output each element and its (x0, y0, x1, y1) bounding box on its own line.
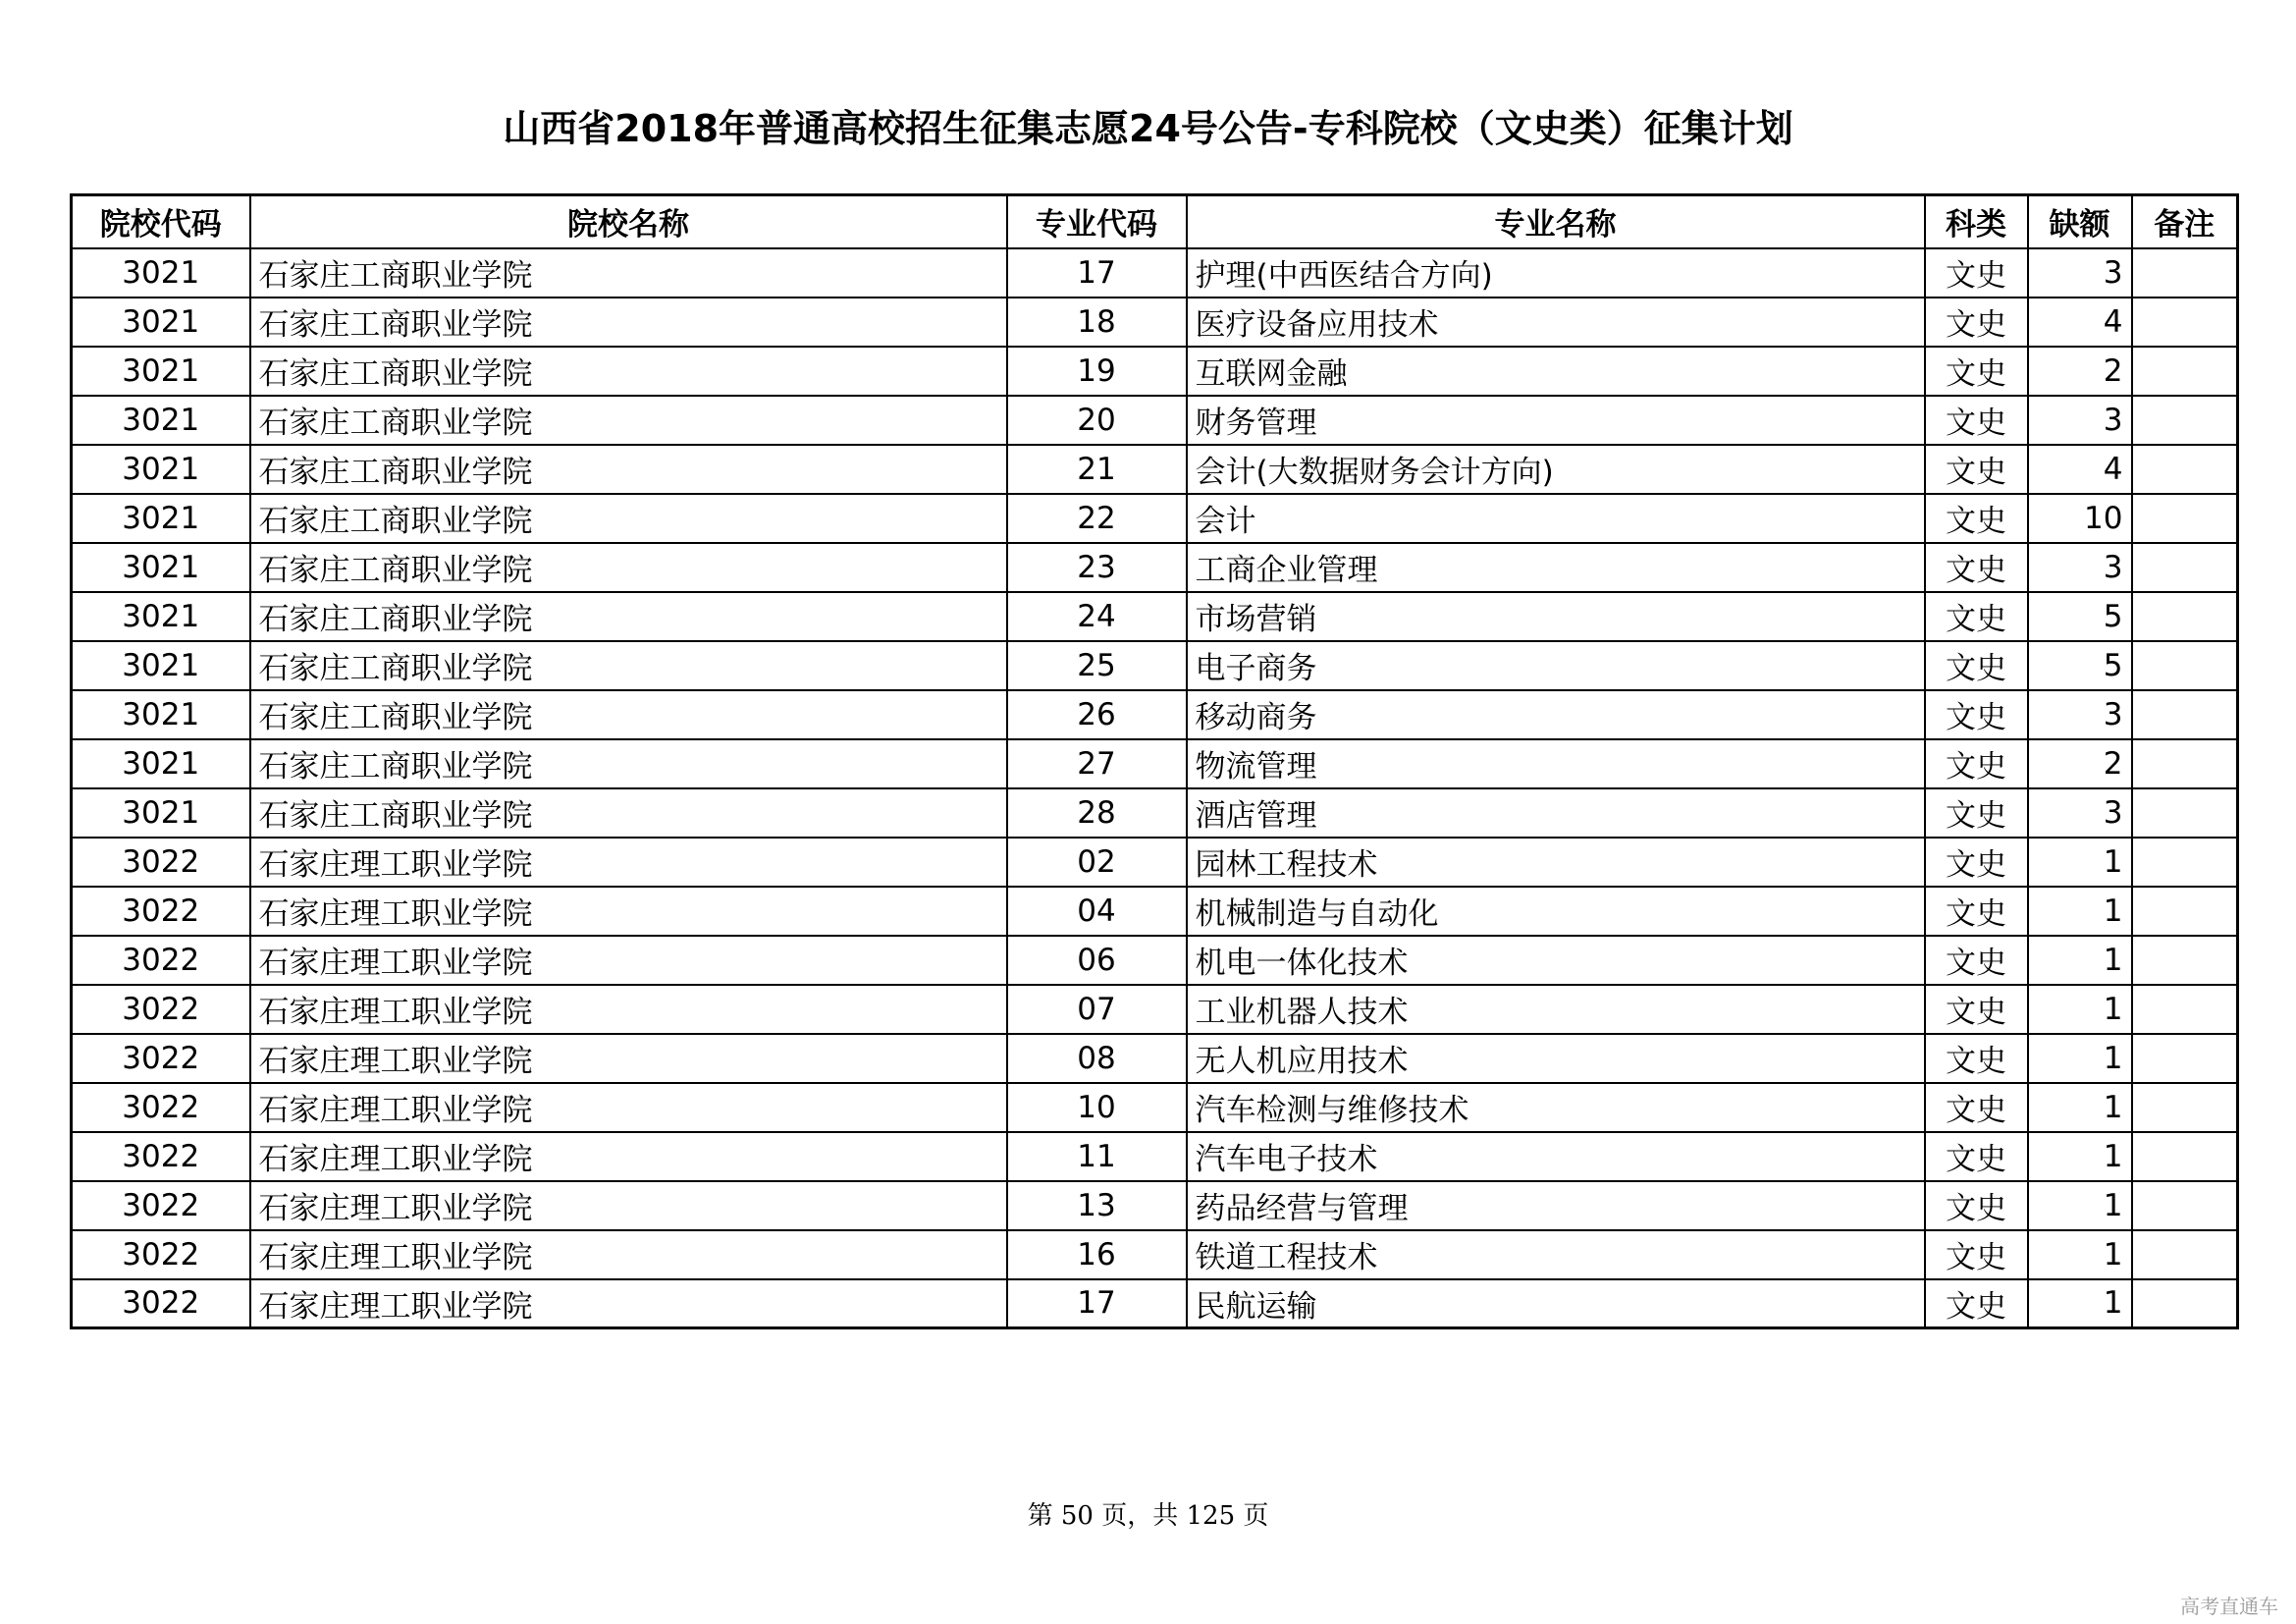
table-row (72, 494, 2238, 543)
cell-quota: 4 (2028, 445, 2132, 494)
cell-major-code: 28 (1007, 788, 1187, 838)
cell-school-name: 石家庄理工职业学院 (250, 887, 1007, 936)
cell-school-code: 3022 (72, 1083, 250, 1132)
cell-note (2132, 298, 2238, 347)
cell-school-code: 3021 (72, 690, 250, 739)
cell-quota: 1 (2028, 1279, 2132, 1328)
page-number: 第 50 页，共 125 页 (1027, 1501, 1269, 1531)
cell-category: 文史 (1925, 1132, 2028, 1181)
cell-note (2132, 690, 2238, 739)
cell-school-code: 3021 (72, 641, 250, 690)
cell-note (2132, 1279, 2238, 1328)
table-row (72, 298, 2238, 347)
cell-school-name: 石家庄理工职业学院 (250, 838, 1007, 887)
header-major-name: 专业名称 (1187, 195, 1925, 248)
table-row (72, 641, 2238, 690)
cell-note (2132, 739, 2238, 788)
cell-major-code: 24 (1007, 592, 1187, 641)
table-row (72, 985, 2238, 1034)
cell-major-name: 医疗设备应用技术 (1187, 298, 1925, 347)
cell-school-code: 3022 (72, 1279, 250, 1328)
cell-major-name: 财务管理 (1187, 396, 1925, 445)
cell-quota: 1 (2028, 1034, 2132, 1083)
cell-quota: 3 (2028, 396, 2132, 445)
cell-school-name: 石家庄理工职业学院 (250, 936, 1007, 985)
cell-major-name: 药品经营与管理 (1187, 1181, 1925, 1230)
cell-major-code: 13 (1007, 1181, 1187, 1230)
cell-note (2132, 1181, 2238, 1230)
table-row (72, 347, 2238, 396)
cell-category: 文史 (1925, 788, 2028, 838)
cell-quota: 1 (2028, 1132, 2132, 1181)
cell-school-code: 3021 (72, 494, 250, 543)
cell-school-name: 石家庄理工职业学院 (250, 1132, 1007, 1181)
cell-category: 文史 (1925, 985, 2028, 1034)
cell-quota: 1 (2028, 887, 2132, 936)
cell-note (2132, 494, 2238, 543)
cell-major-name: 物流管理 (1187, 739, 1925, 788)
cell-note (2132, 641, 2238, 690)
cell-note (2132, 1132, 2238, 1181)
cell-school-name: 石家庄工商职业学院 (250, 690, 1007, 739)
cell-school-name: 石家庄工商职业学院 (250, 543, 1007, 592)
cell-note (2132, 248, 2238, 298)
cell-note (2132, 788, 2238, 838)
cell-note (2132, 396, 2238, 445)
cell-quota: 5 (2028, 592, 2132, 641)
cell-school-name: 石家庄工商职业学院 (250, 494, 1007, 543)
table-row (72, 1230, 2238, 1279)
cell-note (2132, 887, 2238, 936)
cell-category: 文史 (1925, 1034, 2028, 1083)
table-row (72, 1279, 2238, 1328)
cell-major-code: 26 (1007, 690, 1187, 739)
cell-major-code: 17 (1007, 1279, 1187, 1328)
cell-school-code: 3021 (72, 396, 250, 445)
cell-category: 文史 (1925, 690, 2028, 739)
table-row (72, 739, 2238, 788)
cell-school-name: 石家庄工商职业学院 (250, 445, 1007, 494)
cell-school-name: 石家庄工商职业学院 (250, 347, 1007, 396)
cell-category: 文史 (1925, 1181, 2028, 1230)
cell-school-name: 石家庄理工职业学院 (250, 1279, 1007, 1328)
cell-major-name: 会计(大数据财务会计方向) (1187, 445, 1925, 494)
cell-school-name: 石家庄工商职业学院 (250, 739, 1007, 788)
header-category: 科类 (1925, 195, 2028, 248)
header-note: 备注 (2132, 195, 2238, 248)
cell-major-name: 铁道工程技术 (1187, 1230, 1925, 1279)
cell-major-code: 16 (1007, 1230, 1187, 1279)
cell-major-name: 园林工程技术 (1187, 838, 1925, 887)
cell-school-code: 3022 (72, 838, 250, 887)
cell-school-code: 3022 (72, 1181, 250, 1230)
cell-school-code: 3021 (72, 445, 250, 494)
cell-category: 文史 (1925, 641, 2028, 690)
cell-note (2132, 1230, 2238, 1279)
cell-school-code: 3022 (72, 887, 250, 936)
header-school-code: 院校代码 (72, 195, 250, 248)
cell-quota: 3 (2028, 543, 2132, 592)
cell-major-code: 07 (1007, 985, 1187, 1034)
cell-major-code: 08 (1007, 1034, 1187, 1083)
cell-category: 文史 (1925, 1083, 2028, 1132)
cell-category: 文史 (1925, 396, 2028, 445)
watermark-text: 高考直通车 (2180, 1595, 2278, 1618)
cell-note (2132, 985, 2238, 1034)
cell-school-code: 3022 (72, 985, 250, 1034)
cell-major-name: 汽车检测与维修技术 (1187, 1083, 1925, 1132)
cell-major-code: 18 (1007, 298, 1187, 347)
cell-note (2132, 592, 2238, 641)
cell-school-name: 石家庄理工职业学院 (250, 1083, 1007, 1132)
cell-school-name: 石家庄理工职业学院 (250, 1230, 1007, 1279)
cell-category: 文史 (1925, 887, 2028, 936)
table-row (72, 445, 2238, 494)
cell-school-name: 石家庄工商职业学院 (250, 248, 1007, 298)
cell-category: 文史 (1925, 445, 2028, 494)
cell-major-name: 汽车电子技术 (1187, 1132, 1925, 1181)
cell-major-code: 06 (1007, 936, 1187, 985)
cell-quota: 3 (2028, 690, 2132, 739)
cell-major-code: 19 (1007, 347, 1187, 396)
table-row (72, 1132, 2238, 1181)
table-row (72, 248, 2238, 298)
cell-quota: 3 (2028, 248, 2132, 298)
table-row (72, 936, 2238, 985)
table-row (72, 396, 2238, 445)
table-header-row (72, 195, 2238, 248)
cell-quota: 4 (2028, 298, 2132, 347)
table-row (72, 788, 2238, 838)
cell-major-name: 电子商务 (1187, 641, 1925, 690)
cell-school-code: 3022 (72, 1034, 250, 1083)
cell-school-code: 3021 (72, 347, 250, 396)
cell-major-name: 无人机应用技术 (1187, 1034, 1925, 1083)
cell-category: 文史 (1925, 298, 2028, 347)
cell-quota: 1 (2028, 1083, 2132, 1132)
table-row (72, 543, 2238, 592)
cell-major-name: 会计 (1187, 494, 1925, 543)
cell-quota: 1 (2028, 1230, 2132, 1279)
cell-quota: 2 (2028, 739, 2132, 788)
cell-school-code: 3021 (72, 543, 250, 592)
cell-school-code: 3022 (72, 1132, 250, 1181)
table-row (72, 887, 2238, 936)
header-school-name: 院校名称 (250, 195, 1007, 248)
cell-major-name: 机电一体化技术 (1187, 936, 1925, 985)
table-row (72, 592, 2238, 641)
cell-major-code: 27 (1007, 739, 1187, 788)
table-row (72, 838, 2238, 887)
document-title: 山西省2018年普通高校招生征集志愿24号公告-专科院校（文史类）征集计划 (503, 107, 1793, 150)
cell-major-name: 工商企业管理 (1187, 543, 1925, 592)
cell-school-code: 3021 (72, 248, 250, 298)
cell-school-name: 石家庄理工职业学院 (250, 1034, 1007, 1083)
cell-school-name: 石家庄工商职业学院 (250, 641, 1007, 690)
cell-school-name: 石家庄工商职业学院 (250, 788, 1007, 838)
cell-quota: 1 (2028, 1181, 2132, 1230)
cell-note (2132, 445, 2238, 494)
cell-major-name: 市场营销 (1187, 592, 1925, 641)
cell-school-name: 石家庄理工职业学院 (250, 1181, 1007, 1230)
cell-school-code: 3022 (72, 936, 250, 985)
cell-major-name: 互联网金融 (1187, 347, 1925, 396)
cell-category: 文史 (1925, 248, 2028, 298)
cell-category: 文史 (1925, 936, 2028, 985)
cell-school-code: 3021 (72, 788, 250, 838)
cell-major-name: 护理(中西医结合方向) (1187, 248, 1925, 298)
cell-note (2132, 838, 2238, 887)
cell-category: 文史 (1925, 494, 2028, 543)
cell-major-code: 11 (1007, 1132, 1187, 1181)
cell-quota: 3 (2028, 788, 2132, 838)
cell-category: 文史 (1925, 1230, 2028, 1279)
header-quota: 缺额 (2028, 195, 2132, 248)
cell-quota: 1 (2028, 838, 2132, 887)
cell-note (2132, 543, 2238, 592)
table-row (72, 1083, 2238, 1132)
table-row (72, 1034, 2238, 1083)
cell-school-code: 3021 (72, 739, 250, 788)
cell-note (2132, 347, 2238, 396)
cell-major-code: 22 (1007, 494, 1187, 543)
cell-category: 文史 (1925, 838, 2028, 887)
table-row (72, 690, 2238, 739)
cell-quota: 10 (2028, 494, 2132, 543)
cell-major-code: 10 (1007, 1083, 1187, 1132)
cell-major-name: 酒店管理 (1187, 788, 1925, 838)
cell-category: 文史 (1925, 739, 2028, 788)
cell-major-code: 23 (1007, 543, 1187, 592)
cell-school-name: 石家庄工商职业学院 (250, 592, 1007, 641)
cell-major-name: 机械制造与自动化 (1187, 887, 1925, 936)
cell-quota: 5 (2028, 641, 2132, 690)
cell-major-code: 02 (1007, 838, 1187, 887)
table-body (72, 248, 2238, 1328)
cell-school-code: 3022 (72, 1230, 250, 1279)
cell-quota: 1 (2028, 985, 2132, 1034)
cell-major-code: 17 (1007, 248, 1187, 298)
cell-category: 文史 (1925, 347, 2028, 396)
cell-note (2132, 1034, 2238, 1083)
cell-major-code: 04 (1007, 887, 1187, 936)
cell-school-name: 石家庄工商职业学院 (250, 396, 1007, 445)
cell-major-code: 21 (1007, 445, 1187, 494)
cell-school-code: 3021 (72, 298, 250, 347)
cell-major-name: 移动商务 (1187, 690, 1925, 739)
enrollment-plan-table (70, 193, 2239, 1329)
cell-school-name: 石家庄理工职业学院 (250, 985, 1007, 1034)
cell-major-code: 20 (1007, 396, 1187, 445)
header-major-code: 专业代码 (1007, 195, 1187, 248)
cell-major-name: 民航运输 (1187, 1279, 1925, 1328)
cell-quota: 1 (2028, 936, 2132, 985)
cell-quota: 2 (2028, 347, 2132, 396)
cell-note (2132, 936, 2238, 985)
cell-major-name: 工业机器人技术 (1187, 985, 1925, 1034)
cell-note (2132, 1083, 2238, 1132)
cell-category: 文史 (1925, 592, 2028, 641)
table-row (72, 1181, 2238, 1230)
cell-school-name: 石家庄工商职业学院 (250, 298, 1007, 347)
cell-school-code: 3021 (72, 592, 250, 641)
cell-category: 文史 (1925, 1279, 2028, 1328)
cell-major-code: 25 (1007, 641, 1187, 690)
cell-category: 文史 (1925, 543, 2028, 592)
